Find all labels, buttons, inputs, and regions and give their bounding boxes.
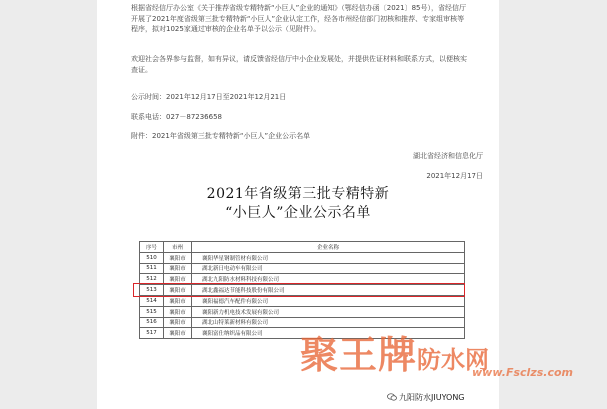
table-row	[140, 252, 465, 263]
row-company: 襄阳新力机电技术发展有限公司	[192, 306, 465, 317]
notice-paragraph-1: 根据省经信厅办公室《关于推荐省级专精特新“小巨人”企业的通知》（鄂经信办函〔2021〕85号），省经信厅开展了2021年度省级第三批专精特新“小巨人”企业认定工作，经各市州经信部门初核和推荐、专家组审核等程序，拟对1025家通过审核的企业名单予以公示（见附件）。	[131, 4, 466, 34]
table-row	[140, 295, 465, 306]
row-city: 襄阳市	[164, 252, 192, 263]
row-number: 515	[140, 306, 164, 317]
row-company: 湖北九阳防水材料科技有限公司	[192, 274, 465, 285]
row-city: 襄阳市	[164, 328, 192, 339]
header-number: 序号	[140, 242, 164, 253]
watermark-url: www.Fsclzs.com	[472, 366, 573, 379]
issue-date: 2021年12月17日	[426, 172, 483, 180]
row-number: 516	[140, 317, 164, 328]
header-city: 市州	[164, 242, 192, 253]
brand-text: 九阳防水JIUYONG	[399, 393, 465, 402]
row-company: 湖北山特莱新材料有限公司	[192, 317, 465, 328]
watermark	[300, 324, 489, 379]
row-city: 襄阳市	[164, 306, 192, 317]
notice-paragraph-2: 欢迎社会各界参与监督，如有异议，请反馈省经信厅中小企业发展处，并提供佐证材料和联系方式，以便核实查证。	[131, 55, 467, 74]
row-city: 襄阳市	[164, 274, 192, 285]
notice-time: 公示时间：2021年12月17日至2021年12月21日	[131, 93, 287, 101]
row-number: 513	[140, 285, 164, 296]
row-number: 510	[140, 252, 164, 263]
watermark-small-text: 防水网	[417, 346, 490, 374]
list-title-line-1: 2021年省级第三批专精特新	[206, 186, 390, 202]
row-company: 襄阳福德汽车配件有限公司	[192, 295, 465, 306]
watermark-big-text: 聚王牌	[300, 333, 418, 377]
row-city: 襄阳市	[164, 295, 192, 306]
brand-label	[387, 392, 465, 403]
row-number: 511	[140, 263, 164, 274]
table-header-row	[140, 242, 465, 253]
header-company: 企业名称	[192, 242, 465, 253]
table-row	[140, 285, 465, 296]
row-number: 514	[140, 295, 164, 306]
row-number: 517	[140, 328, 164, 339]
row-company: 襄阳华星钢制管材有限公司	[192, 252, 465, 263]
notice-attachment: 附件：2021年省级第三批专精特新“小巨人”企业公示名单	[131, 132, 311, 140]
row-city: 襄阳市	[164, 263, 192, 274]
issuing-organization: 湖北省经济和信息化厅	[413, 152, 483, 160]
row-city: 襄阳市	[164, 317, 192, 328]
notice-phone: 联系电话：027－87236658	[131, 113, 222, 121]
row-company: 湖北鑫福达节能科技股份有限公司	[192, 285, 465, 296]
row-company: 襄阳富仕纳织品有限公司	[192, 328, 465, 339]
row-number: 512	[140, 274, 164, 285]
table-row-highlighted	[140, 274, 465, 285]
row-company: 湖北新日电动车有限公司	[192, 263, 465, 274]
wechat-icon	[387, 393, 397, 401]
row-city: 襄阳市	[164, 285, 192, 296]
table-row	[140, 306, 465, 317]
table-row	[140, 263, 465, 274]
list-title-line-2: “小巨人”企业公示名单	[225, 205, 371, 221]
